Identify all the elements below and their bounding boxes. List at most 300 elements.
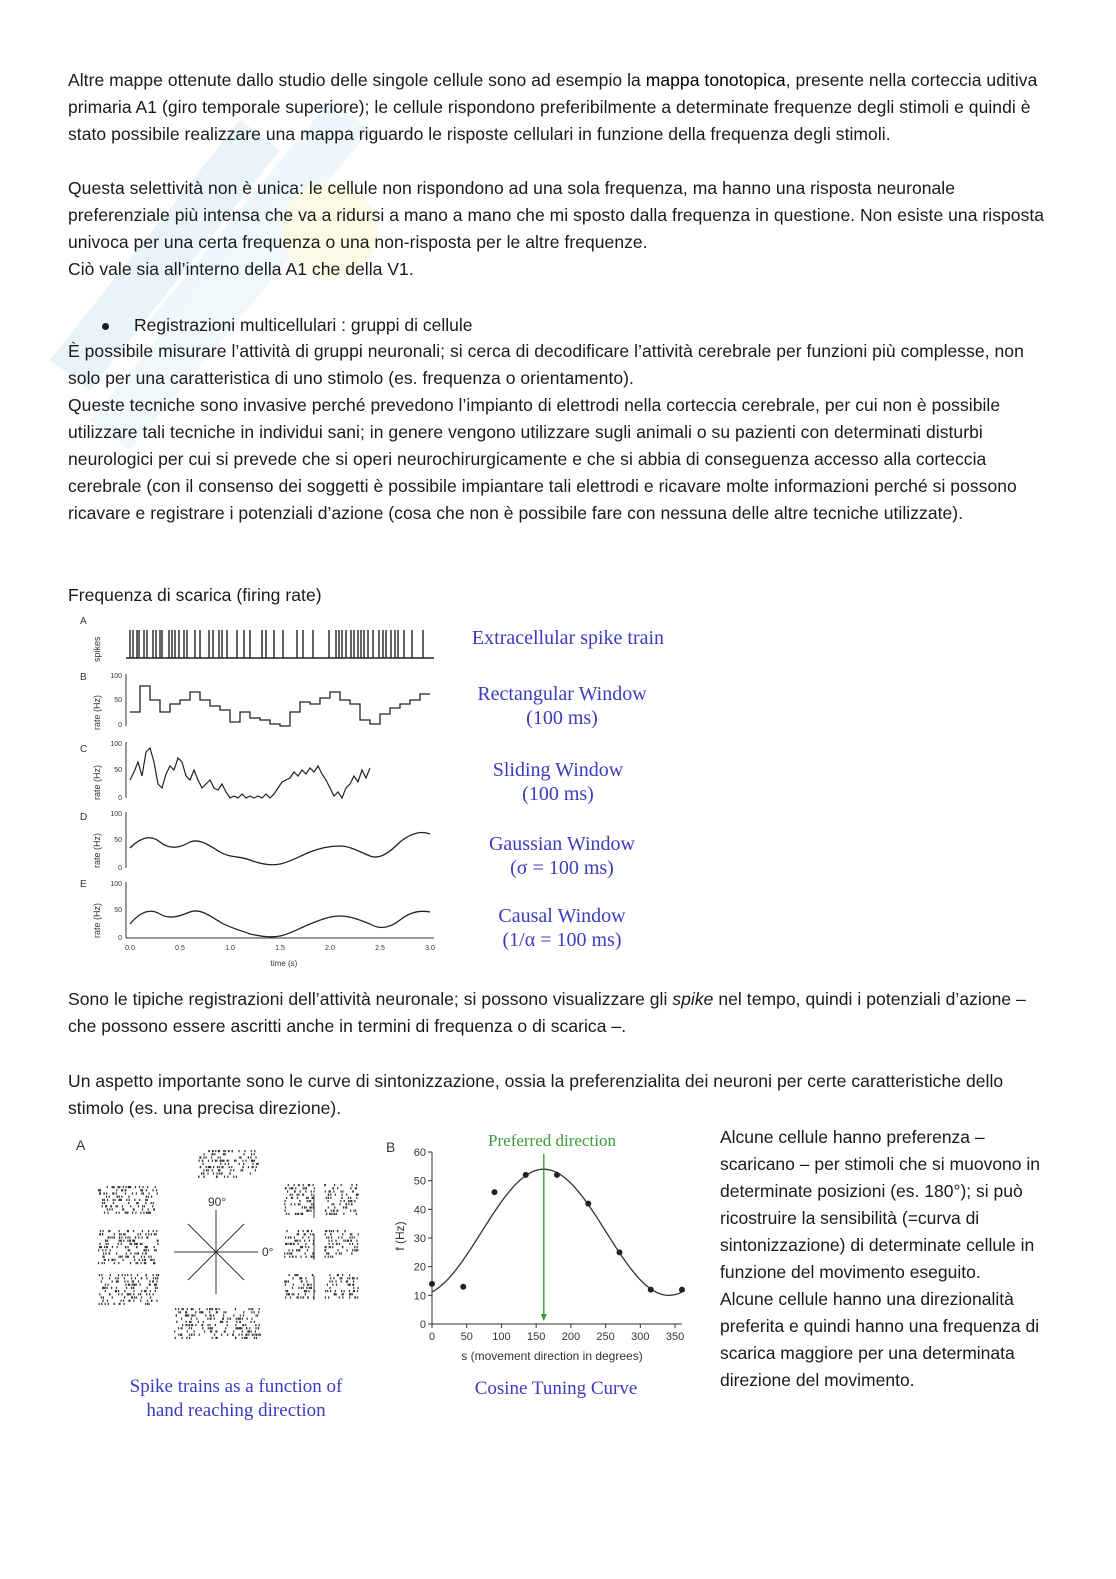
raster-tick: [209, 1166, 210, 1168]
raster-tick: [356, 1197, 357, 1199]
raster-tick: [295, 1256, 296, 1258]
raster-tick: [202, 1160, 203, 1162]
raster-tick: [349, 1274, 350, 1276]
raster-tick: [336, 1243, 337, 1245]
raster-tick: [298, 1213, 299, 1215]
paragraph-invasive: Queste tecniche sono invasive perché prevedono l’impianto di elettrodi nella corteccia cerebrale, per cui non è possibile utilizzare tali tecniche in individui sani; in genere vengono utilizzare sugli animali o su pazienti con determinati disturbi neurologici per cui si prevede che si operi neurochirurgicamente e che si abbia di conseguenza accesso alla corteccia cerebrale (con il consenso dei soggetti è possibile impiantare tali elettrodi e ricavare molte informazioni perché si possono ricavare e registrare i potenziali d’azione (cosa che non è possibile fare con nessuna delle altre tecniche utilizzate).: [68, 395, 1017, 523]
raster-tick: [111, 1259, 112, 1261]
raster-tick: [354, 1236, 355, 1238]
raster-tick: [228, 1163, 229, 1165]
raster-tick: [152, 1205, 153, 1207]
raster-tick: [208, 1166, 209, 1168]
para6-text-b: nel tempo, quindi i potenziali d’azione – che possono essere ascritti anche in termini di frequenza o di scarica –.: [68, 989, 1026, 1036]
raster-tick: [195, 1311, 196, 1313]
raster-tick: [154, 1259, 155, 1261]
raster-tick: [338, 1236, 339, 1238]
raster-tick: [304, 1233, 305, 1235]
raster-tick: [325, 1256, 326, 1258]
raster-tick: [294, 1236, 295, 1238]
xtick-15: 1.5: [275, 945, 285, 952]
raster-tick: [223, 1318, 224, 1320]
raster-tick: [215, 1324, 216, 1326]
raster-tick: [236, 1321, 237, 1323]
raster-tick: [330, 1290, 331, 1292]
raster-tick: [221, 1321, 222, 1323]
raster-tick: [326, 1197, 327, 1199]
raster-tick: [98, 1249, 99, 1251]
raster-tick: [100, 1230, 101, 1232]
raster-tick: [225, 1330, 226, 1332]
raster-tick: [299, 1277, 300, 1279]
raster-tick: [203, 1153, 204, 1155]
raster-tick: [116, 1287, 117, 1289]
raster-tick: [136, 1192, 137, 1194]
raster-tick: [298, 1203, 299, 1205]
raster-tick: [118, 1293, 119, 1295]
raster-tick: [121, 1243, 122, 1245]
raster-tick: [311, 1284, 312, 1286]
ylabel-rate-d: rate (Hz): [92, 832, 102, 868]
raster-tick: [236, 1176, 237, 1178]
raster-tick: [356, 1249, 357, 1251]
raster-tick: [299, 1249, 300, 1251]
raster-tick: [254, 1153, 255, 1155]
preferred-direction-arrowhead: [541, 1314, 547, 1321]
raster-tick: [252, 1163, 253, 1165]
raster-tick: [127, 1212, 128, 1214]
raster-tick: [206, 1156, 207, 1158]
raster-tick: [295, 1274, 296, 1276]
raster-tick: [215, 1160, 216, 1162]
raster-tick: [242, 1337, 243, 1339]
xtick-2: 2.0: [325, 945, 335, 952]
raster-tick: [101, 1274, 102, 1276]
raster-tick: [178, 1308, 179, 1310]
raster-blocks: [98, 1150, 359, 1339]
raster-tick: [201, 1172, 202, 1174]
raster-tick: [149, 1192, 150, 1194]
raster-tick: [223, 1160, 224, 1162]
raster-tick: [348, 1200, 349, 1202]
raster-tick: [357, 1287, 358, 1289]
raster-tick: [183, 1308, 184, 1310]
raster-tick: [250, 1156, 251, 1158]
raster-tick: [146, 1252, 147, 1254]
raster-tick: [113, 1192, 114, 1194]
raster-tick: [101, 1246, 102, 1248]
raster-tick: [100, 1192, 101, 1194]
raster-tick: [144, 1262, 145, 1264]
raster-tick: [352, 1277, 353, 1279]
raster-tick: [231, 1166, 232, 1168]
raster-tick: [357, 1296, 358, 1298]
raster-tick: [147, 1300, 148, 1302]
raster-tick: [136, 1296, 137, 1298]
raster-tick: [295, 1240, 296, 1242]
raster-tick: [151, 1202, 152, 1204]
raster-tick: [208, 1160, 209, 1162]
raster-tick: [149, 1303, 150, 1305]
raster-tick: [300, 1190, 301, 1192]
side-paragraph-2: Alcune cellule hanno una direzionalità preferita e quindi hanno una frequenza di scarica maggiore per una determinata direzione del movimento.: [720, 1289, 1040, 1390]
raster-tick: [329, 1213, 330, 1215]
raster-tick: [298, 1230, 299, 1232]
raster-tick: [112, 1246, 113, 1248]
firing-rate-figure: [68, 612, 688, 982]
raster-tick: [248, 1166, 249, 1168]
raster-tick: [137, 1274, 138, 1276]
raster-tick: [105, 1303, 106, 1305]
raster-tick: [284, 1203, 285, 1205]
raster-tick: [331, 1210, 332, 1212]
raster-tick: [233, 1169, 234, 1171]
raster-tick: [154, 1208, 155, 1210]
raster-tick: [191, 1308, 192, 1310]
raster-tick: [130, 1205, 131, 1207]
raster-tick: [334, 1206, 335, 1208]
raster-tick: [255, 1169, 256, 1171]
raster-tick: [304, 1240, 305, 1242]
raster-tick: [104, 1259, 105, 1261]
raster-tick: [324, 1249, 325, 1251]
raster-tick: [133, 1240, 134, 1242]
raster-tick: [123, 1208, 124, 1210]
raster-tick: [300, 1256, 301, 1258]
raster-tick: [142, 1186, 143, 1188]
raster-tick: [294, 1184, 295, 1186]
raster-tick: [115, 1277, 116, 1279]
raster-tick: [121, 1189, 122, 1191]
raster-tick: [355, 1210, 356, 1212]
raster-tick: [110, 1205, 111, 1207]
raster-tick: [123, 1240, 124, 1242]
raster-tick: [325, 1184, 326, 1186]
tuning-ytick-label: 50: [413, 1175, 426, 1188]
raster-tick: [346, 1203, 347, 1205]
raster-tick: [348, 1197, 349, 1199]
raster-tick: [155, 1186, 156, 1188]
raster-tick: [116, 1205, 117, 1207]
raster-tick: [105, 1240, 106, 1242]
ytick-b-100: 100: [110, 673, 122, 680]
raster-tick: [105, 1287, 106, 1289]
raster-tick: [219, 1150, 220, 1152]
raster-tick: [110, 1274, 111, 1276]
raster-tick: [333, 1230, 334, 1232]
raster-tick: [142, 1259, 143, 1261]
raster-tick: [295, 1213, 296, 1215]
raster-tick: [104, 1192, 105, 1194]
caption-spike-trains-l1: Spike trains as a function of: [129, 1376, 343, 1397]
raster-tick: [102, 1287, 103, 1289]
raster-tick: [223, 1153, 224, 1155]
raster-tick: [109, 1208, 110, 1210]
raster-tick: [210, 1318, 211, 1320]
raster-tick: [212, 1337, 213, 1339]
raster-tick: [218, 1169, 219, 1171]
raster-tick: [126, 1287, 127, 1289]
raster-tick: [356, 1187, 357, 1189]
raster-tick: [335, 1194, 336, 1196]
raster-tick: [240, 1318, 241, 1320]
raster-tick: [215, 1337, 216, 1339]
raster-tick: [124, 1290, 125, 1292]
raster-tick: [286, 1293, 287, 1295]
raster-tick: [349, 1296, 350, 1298]
raster-tick: [137, 1233, 138, 1235]
raster-tick: [105, 1205, 106, 1207]
raster-tick: [202, 1311, 203, 1313]
title-sliding-l2: (100 ms): [522, 783, 594, 805]
sliding-window-trace: [130, 748, 370, 798]
raster-tick: [255, 1156, 256, 1158]
raster-tick: [219, 1169, 220, 1171]
raster-tick: [233, 1330, 234, 1332]
raster-tick: [112, 1236, 113, 1238]
raster-tick: [334, 1210, 335, 1212]
raster-tick: [241, 1169, 242, 1171]
raster-tick: [126, 1186, 127, 1188]
raster-tick: [328, 1296, 329, 1298]
raster-tick: [313, 1184, 314, 1186]
raster-tick: [136, 1262, 137, 1264]
raster-tick: [308, 1290, 309, 1292]
raster-tick: [145, 1303, 146, 1305]
raster-tick: [216, 1160, 217, 1162]
raster-tick: [107, 1212, 108, 1214]
raster-tick: [307, 1200, 308, 1202]
raster-tick: [340, 1277, 341, 1279]
raster-tick: [131, 1243, 132, 1245]
raster-tick: [176, 1321, 177, 1323]
raster-tick: [135, 1186, 136, 1188]
raster-tick: [175, 1337, 176, 1339]
raster-tick: [128, 1186, 129, 1188]
raster-tick: [301, 1280, 302, 1282]
raster-tick: [325, 1190, 326, 1192]
raster-tick: [357, 1243, 358, 1245]
tuning-xlabel: s (movement direction in degrees): [461, 1349, 643, 1363]
raster-tick: [328, 1206, 329, 1208]
ytick-d-100: 100: [110, 811, 122, 818]
raster-tick: [255, 1330, 256, 1332]
raster-tick: [243, 1314, 244, 1316]
raster-tick: [108, 1243, 109, 1245]
raster-tick: [208, 1150, 209, 1152]
raster-tick: [256, 1166, 257, 1168]
raster-tick: [212, 1169, 213, 1171]
raster-tick: [251, 1308, 252, 1310]
raster-tick: [109, 1196, 110, 1198]
raster-tick: [353, 1287, 354, 1289]
raster-tick: [117, 1246, 118, 1248]
raster-tick: [221, 1166, 222, 1168]
raster-tick: [153, 1262, 154, 1264]
raster-tick: [210, 1308, 211, 1310]
tuning-xtick-label: 250: [596, 1331, 615, 1343]
raster-tick: [156, 1189, 157, 1191]
raster-tick: [284, 1280, 285, 1282]
raster-tick: [291, 1203, 292, 1205]
raster-tick: [325, 1290, 326, 1292]
raster-tick: [187, 1308, 188, 1310]
ytick-c-100: 100: [110, 741, 122, 748]
raster-tick: [102, 1199, 103, 1201]
raster-tick: [154, 1249, 155, 1251]
raster-tick: [125, 1189, 126, 1191]
raster-tick: [252, 1160, 253, 1162]
raster-tick: [154, 1233, 155, 1235]
raster-tick: [309, 1200, 310, 1202]
raster-tick: [300, 1296, 301, 1298]
raster-tick: [303, 1284, 304, 1286]
ytick-e-100: 100: [110, 881, 122, 888]
raster-tick: [210, 1330, 211, 1332]
raster-tick: [333, 1187, 334, 1189]
raster-tick: [297, 1197, 298, 1199]
raster-tick: [297, 1213, 298, 1215]
raster-tick: [126, 1199, 127, 1201]
raster-tick: [227, 1176, 228, 1178]
raster-tick: [313, 1190, 314, 1192]
raster-tick: [255, 1334, 256, 1336]
raster-tick: [258, 1311, 259, 1313]
raster-tick: [350, 1210, 351, 1212]
raster-tick: [289, 1249, 290, 1251]
raster-tick: [199, 1308, 200, 1310]
raster-tick: [253, 1334, 254, 1336]
raster-tick: [287, 1230, 288, 1232]
raster-tick: [140, 1300, 141, 1302]
raster-tick: [142, 1230, 143, 1232]
raster-tick: [329, 1280, 330, 1282]
raster-tick: [237, 1327, 238, 1329]
raster-tick: [347, 1240, 348, 1242]
title-sliding-l1: Sliding Window: [492, 759, 624, 781]
raster-tick: [122, 1259, 123, 1261]
raster-tick: [240, 1156, 241, 1158]
raster-tick: [200, 1166, 201, 1168]
para6-emphasis: spike: [672, 989, 714, 1009]
raster-tick: [336, 1284, 337, 1286]
raster-tick: [244, 1153, 245, 1155]
raster-tick: [125, 1246, 126, 1248]
raster-tick: [329, 1190, 330, 1192]
raster-tick: [141, 1290, 142, 1292]
side-text-block: [720, 1124, 1050, 1394]
raster-tick: [227, 1321, 228, 1323]
raster-tick: [131, 1287, 132, 1289]
raster-tick: [123, 1186, 124, 1188]
raster-tick: [107, 1287, 108, 1289]
raster-tick: [329, 1246, 330, 1248]
raster-tick: [339, 1296, 340, 1298]
raster-tick: [311, 1206, 312, 1208]
raster-tick: [182, 1337, 183, 1339]
raster-tick: [228, 1150, 229, 1152]
raster-tick: [153, 1277, 154, 1279]
raster-tick: [232, 1150, 233, 1152]
side-paragraph-1: Alcune cellule hanno preferenza – scaricano – per stimoli che si muovono in determinate posizioni (es. 180°); si può ricostruire la sensibilità (=curva di sintonizzazione) di determinate cellule in funzione del movimento eseguito.: [720, 1127, 1041, 1282]
raster-tick: [135, 1277, 136, 1279]
raster-tick: [114, 1236, 115, 1238]
raster-tick: [192, 1324, 193, 1326]
raster-tick: [342, 1246, 343, 1248]
raster-tick: [353, 1280, 354, 1282]
raster-tick: [289, 1274, 290, 1276]
raster-tick: [156, 1300, 157, 1302]
raster-tick: [108, 1259, 109, 1261]
raster-tick: [238, 1318, 239, 1320]
raster-tick: [256, 1314, 257, 1316]
raster-tick: [151, 1259, 152, 1261]
raster-tick: [348, 1203, 349, 1205]
raster-tick: [133, 1230, 134, 1232]
raster-tick: [104, 1262, 105, 1264]
raster-tick: [339, 1243, 340, 1245]
panel-letter-fig2-b: B: [386, 1139, 396, 1155]
raster-tick: [107, 1208, 108, 1210]
raster-tick: [143, 1192, 144, 1194]
raster-tick: [199, 1160, 200, 1162]
raster-tick: [341, 1184, 342, 1186]
raster-tick: [330, 1256, 331, 1258]
raster-tick: [304, 1206, 305, 1208]
raster-tick: [201, 1311, 202, 1313]
raster-tick: [103, 1230, 104, 1232]
raster-tick: [144, 1205, 145, 1207]
raster-tick: [209, 1324, 210, 1326]
raster-tick: [189, 1321, 190, 1323]
raster-tick: [222, 1160, 223, 1162]
raster-tick: [154, 1284, 155, 1286]
raster-tick: [252, 1166, 253, 1168]
raster-tick: [191, 1334, 192, 1336]
raster-tick: [302, 1194, 303, 1196]
tuning-ytick-label: 0: [419, 1319, 426, 1331]
raster-tick: [214, 1334, 215, 1336]
raster-tick: [325, 1210, 326, 1212]
raster-tick: [354, 1277, 355, 1279]
raster-tick: [292, 1187, 293, 1189]
raster-tick: [111, 1287, 112, 1289]
ytick-d-50: 50: [114, 837, 122, 844]
raster-tick: [186, 1321, 187, 1323]
raster-tick: [350, 1187, 351, 1189]
raster-tick: [122, 1293, 123, 1295]
raster-tick: [344, 1230, 345, 1232]
raster-tick: [147, 1236, 148, 1238]
raster-tick: [311, 1230, 312, 1232]
raster-tick: [296, 1240, 297, 1242]
raster-tick: [191, 1318, 192, 1320]
para6-text-a: Sono le tipiche registrazioni dell’attività neuronale; si possono visualizzare gli: [68, 989, 673, 1009]
raster-tick: [195, 1324, 196, 1326]
raster-tick: [155, 1287, 156, 1289]
raster-tick: [312, 1274, 313, 1276]
raster-tick: [298, 1296, 299, 1298]
raster-tick: [329, 1243, 330, 1245]
paragraph-tuning-curves: Un aspetto importante sono le curve di sintonizzazione, ossia la preferenzialita dei neuroni per certe caratteristiche dello stimolo (es. una precisa direzione).: [68, 1071, 1004, 1118]
raster-tick: [105, 1284, 106, 1286]
raster-tick: [106, 1192, 107, 1194]
raster-tick: [118, 1290, 119, 1292]
raster-tick: [187, 1330, 188, 1332]
raster-tick: [312, 1252, 313, 1254]
raster-tick: [190, 1321, 191, 1323]
raster-tick: [299, 1200, 300, 1202]
raster-tick: [350, 1240, 351, 1242]
